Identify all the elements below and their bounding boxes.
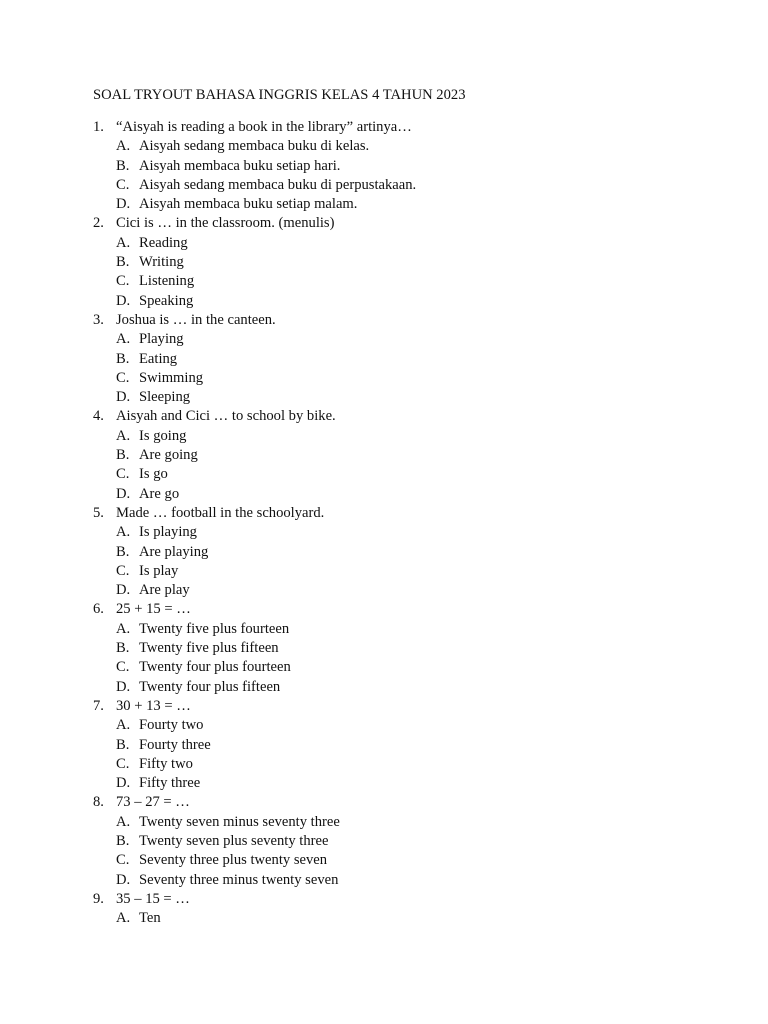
option-letter: A. [116,620,131,637]
answer-option [0,369,768,388]
question-list [0,118,768,928]
option-text: Aisyah sedang membaca buku di kelas. [139,138,370,155]
answer-option [0,176,768,195]
answer-option [0,562,768,581]
option-letter: A. [116,524,131,541]
option-text: Are go [139,485,180,502]
option-text: Is going [139,427,187,444]
option-letter: D. [116,775,131,792]
answer-option [0,716,768,735]
option-letter: C. [116,273,130,290]
option-text: Eating [139,350,178,367]
answer-option [0,427,768,446]
option-text: Twenty seven plus seventy three [139,832,329,849]
question-number: 1. [93,119,104,135]
option-text: Swimming [139,369,204,386]
option-text: Seventy three plus twenty seven [139,852,328,869]
question-number: 9. [93,890,104,907]
option-text: Seventy three minus twenty seven [139,871,339,888]
answer-option [0,446,768,465]
option-letter: A. [116,331,131,348]
question-number: 5. [93,504,104,521]
option-letter: B. [116,543,130,560]
answer-option [0,639,768,658]
question-text: Joshua is … in the canteen. [116,311,276,328]
option-letter: D. [116,582,131,599]
option-letter: A. [116,138,131,155]
answer-option [0,523,768,542]
option-text: Fifty two [139,755,193,772]
option-letter: D. [116,871,131,888]
option-text: Writing [139,254,184,271]
option-text: Are play [139,582,190,599]
option-text: Playing [139,331,184,348]
answer-option [0,253,768,272]
option-letter: C. [116,659,130,676]
question-9 [0,890,768,909]
answer-option [0,736,768,755]
question-number: 4. [93,408,104,425]
answer-option [0,543,768,562]
option-text: Are playing [139,543,209,560]
option-letter: D. [116,485,131,502]
question-text: 73 – 27 = … [116,794,190,811]
answer-option [0,620,768,639]
option-letter: C. [116,562,130,579]
answer-option [0,832,768,851]
option-letter: A. [116,234,131,251]
question-4 [0,407,768,426]
answer-option [0,350,768,369]
option-letter: D. [116,389,131,406]
option-letter: C. [116,852,130,869]
answer-option [0,851,768,870]
answer-option [0,678,768,697]
answer-option [0,658,768,677]
question-3 [0,311,768,330]
option-letter: B. [116,350,130,367]
answer-option [0,485,768,504]
answer-option [0,465,768,484]
option-text: Is go [139,466,168,483]
answer-option [0,813,768,832]
option-text: Twenty five plus fifteen [139,640,279,657]
answer-option [0,292,768,311]
question-number: 6. [93,601,104,618]
option-text: Speaking [139,292,194,309]
option-text: Listening [139,273,195,290]
option-letter: B. [116,447,130,464]
question-text: Aisyah and Cici … to school by bike. [116,408,336,425]
option-letter: B. [116,736,130,753]
option-text: Fourty three [139,736,211,753]
option-letter: B. [116,832,130,849]
option-letter: C. [116,466,130,483]
answer-option [0,234,768,253]
question-text: “Aisyah is reading a book in the library” artinya… [116,119,412,135]
option-text: Aisyah membaca buku setiap malam. [139,196,358,213]
option-text: Are going [139,447,198,464]
question-text: Cici is … in the classroom. (menulis) [116,215,335,232]
question-number: 3. [93,311,104,328]
question-6 [0,600,768,619]
answer-option [0,272,768,291]
question-text: 30 + 13 = … [116,697,191,714]
option-letter: B. [116,640,130,657]
question-number: 2. [93,215,104,232]
answer-option [0,330,768,349]
answer-option [0,581,768,600]
question-5 [0,504,768,523]
option-text: Twenty four plus fourteen [139,659,291,676]
answer-option [0,774,768,793]
option-text: Is play [139,562,179,579]
answer-option [0,388,768,407]
option-letter: D. [116,196,131,213]
answer-option [0,909,768,928]
question-1 [0,118,768,137]
question-7 [0,697,768,716]
option-letter: A. [116,813,131,830]
answer-option [0,755,768,774]
option-text: Reading [139,234,188,251]
option-letter: A. [116,910,131,927]
option-letter: D. [116,292,131,309]
option-letter: B. [116,157,130,174]
option-letter: C. [116,369,130,386]
option-text: Sleeping [139,389,191,406]
option-text: Ten [139,910,161,927]
option-text: Fifty three [139,775,201,792]
question-text: 35 – 15 = … [116,890,190,907]
option-letter: D. [116,678,131,695]
option-text: Twenty five plus fourteen [139,620,290,637]
document-title: SOAL TRYOUT BAHASA INGGRIS KELAS 4 TAHUN 2023 [93,87,466,103]
option-text: Twenty seven minus seventy three [139,813,340,830]
question-number: 8. [93,794,104,811]
option-letter: A. [116,717,131,734]
option-text: Is playing [139,524,197,541]
option-text: Aisyah sedang membaca buku di perpustakaan. [139,176,417,193]
question-2 [0,214,768,233]
option-text: Aisyah membaca buku setiap hari. [139,157,341,174]
question-8 [0,793,768,812]
option-letter: C. [116,755,130,772]
option-letter: B. [116,254,130,271]
answer-option [0,195,768,214]
question-text: 25 + 15 = … [116,601,191,618]
option-letter: A. [116,427,131,444]
answer-option [0,137,768,156]
question-text: Made … football in the schoolyard. [116,504,325,521]
answer-option [0,157,768,176]
answer-option [0,871,768,890]
option-letter: C. [116,176,130,193]
option-text: Fourty two [139,717,204,734]
option-text: Twenty four plus fifteen [139,678,281,695]
question-number: 7. [93,697,104,714]
